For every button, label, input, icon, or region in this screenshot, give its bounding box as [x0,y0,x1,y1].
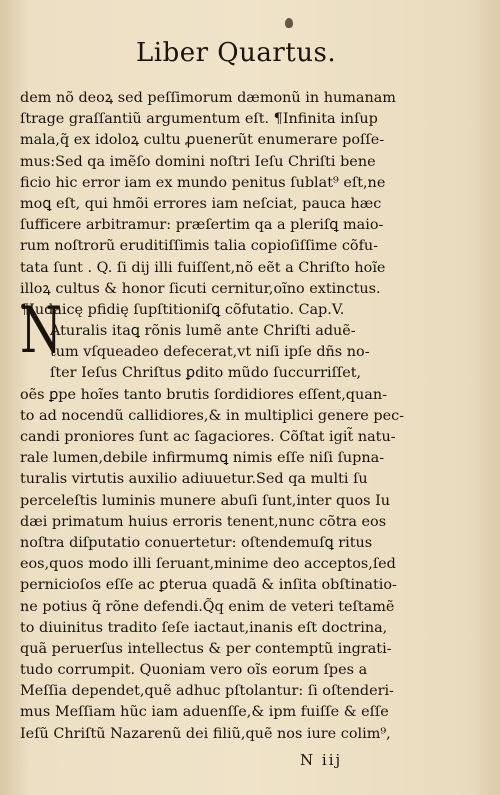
text-line: perceleſtis luminis munere abuſi ſunt,inter quos Iu [20,492,391,509]
text-line: tum vſqueadeo defecerat,vt niſi ipſe dñs no- [50,344,370,361]
text-line: Aturalis itaꝗ rõnis lumẽ ante Chriſti aduẽ- [50,323,356,340]
text-line: oẽs ꝑpe hoĩes tanto brutis ſordidiores eſſent,quan- [20,386,387,403]
text-line: ſter Ieſus Chriſtus ꝑdito mũdo ſuccurriſſet, [50,365,362,382]
body-text [20,88,470,745]
text-line: dem nõ deoꝝ sed peſſimorum dæmonũ in humanam [20,90,396,106]
text-line: pernicioſos eſſe ac ꝑteruа quadã & inſita obſtinatio- [20,577,397,594]
text-line: Meſſia dependet,quẽ adhuc pſtolantur: ſi oſtenderi- [20,683,394,700]
chapter-heading: ¶Iudaicę pfidię ſupſtitioniſꝗ cõfutatio. Cap.V. [20,301,345,318]
text-line: rum noſtrorũ eruditiſſimis talia copioſiſſime cõfu- [20,238,379,255]
text-line: ne potius q̃ rõne defendi.Q̃q enim de veteri teſtamẽ [20,598,395,615]
text-line: mus Meſſiam hũc iam aduenſſe,& ipm fuiſſe & eſſe [20,704,389,721]
text-line: mus:Sed qa imẽſo domini noſtri Ieſu Chriſti bene [20,153,376,170]
ink-blot [285,18,293,28]
text-line: eos,quos modo illi ſeruant,minime deo acceptos,ſed [20,556,396,573]
drop-cap: N [20,294,62,368]
running-head: Liber Quartus. [136,38,337,68]
signature-mark: N iij [300,751,343,769]
text-line: candi proniores ſunt ac ſagaciores. Cõſtat igit̃ natu- [20,429,396,445]
text-line: mala,q̃ ex idoloꝝ cultu ꝓuenerũt enumerare poſſe- [20,132,385,149]
text-line: illoꝝ cultus & honor ſicuti cernitur,oĩno extinctus. [20,280,381,297]
text-line: ficio hic error iam ex mundo penitus ſublat⁹ eſt,ne [20,174,386,191]
text-line: turalis virtutis auxilio adiuuetur.Sed qa multi ſu [20,471,368,488]
text-line: noſtra diſputatio conuertetur: oſtendemuſꝗ ritus [20,534,373,551]
text-line: to ad nocendũ callidiores,& in multiplici genere pec- [20,407,405,424]
text-line: dæi primatum huius erroris tenent,nunc cõtra eos [20,513,387,530]
text-line: ſtrage graſſantiũ argumentum eſt. ¶Infinita inſup [20,111,378,128]
text-line: rale lumen,debile infirmumꝗ nimis eſſe niſi ſupna- [20,450,385,467]
text-line: ſufficere arbitramur: præſertim qa a pleriſꝗ maio- [20,217,384,234]
text-line: to diuinitus tradito ſeſe iactaut,inanis eſt doctrina, [20,619,388,636]
text-line: moꝗ eſt, qui hmõi errores iam neſciat, pauca hæc [20,195,382,212]
text-line: tudo corrumpit. Quoniam vero oĩs eorum ſpes a [20,662,368,679]
text-line: quã peruerſus intellectus & per contemptũ ingrati- [20,640,392,657]
text-line: Ieſũ Chriſtũ Nazarenũ dei filiũ,quẽ nos iure colim⁹, [20,725,391,742]
text-line: tata ſunt . Q. ſi dij illi fuiſſent,nõ eẽt a Chriſto hoĩe [20,259,386,276]
